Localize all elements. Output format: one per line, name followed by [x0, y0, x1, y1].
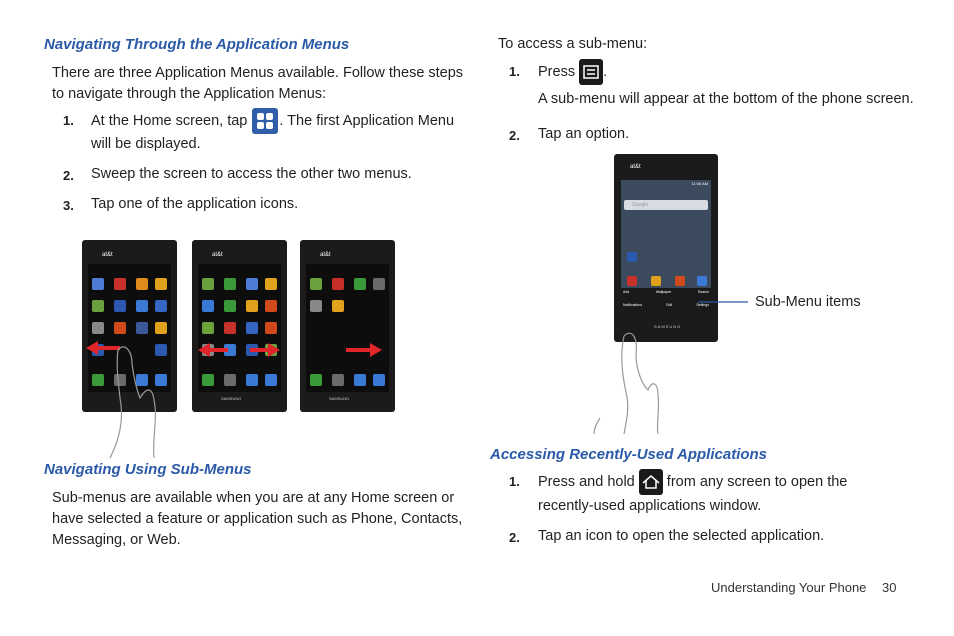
paragraph-line: have selected a feature or application such as Phone, Contacts,	[52, 511, 463, 527]
intro-paragraph	[52, 63, 463, 105]
step-note: A sub-menu will appear at the bottom of the phone screen.	[538, 91, 914, 107]
hand-gesture	[594, 333, 659, 434]
callout-and-hand	[590, 300, 760, 436]
step-text: Tap an icon to open the selected application.	[538, 528, 825, 544]
phone-app-menu-3	[300, 240, 395, 412]
step-text	[538, 59, 607, 85]
carrier-logo: at&t	[102, 252, 113, 258]
app-icon	[675, 276, 685, 286]
app-menus-illustration	[80, 238, 400, 460]
step-text-post: .	[603, 63, 608, 80]
step-number: 2.	[509, 530, 520, 545]
step-number: 1.	[63, 113, 74, 128]
settings-app-icon	[627, 252, 637, 262]
intro-line: to navigate through the Application Menus:	[52, 86, 327, 102]
menu-key-icon	[579, 59, 603, 85]
svg-text:SAMSUNG: SAMSUNG	[329, 396, 350, 401]
step-text-line2: will be displayed.	[91, 136, 201, 152]
section-heading: Navigating Through the Application Menus	[44, 36, 350, 53]
home-key-icon	[639, 469, 663, 495]
carrier-logo: at&t	[630, 164, 641, 170]
submenu-item-settings[interactable]: Settings	[696, 303, 709, 307]
app-icon	[697, 276, 707, 286]
svg-text:at&t: at&t	[320, 252, 331, 258]
step-text: Sweep the screen to access the other two menus.	[91, 166, 412, 182]
step-text: Tap an option.	[538, 126, 630, 142]
google-search-widget: Google	[624, 200, 708, 210]
submenu-item-search[interactable]: Search	[697, 290, 709, 294]
step-text: Tap one of the application icons.	[91, 196, 299, 212]
submenu-row-1	[623, 290, 709, 294]
step-text-post: from any screen to open the	[666, 473, 848, 490]
step-text-pre: Press	[538, 63, 576, 80]
paragraph-line: Sub-menus are available when you are at any Home screen or	[52, 490, 455, 506]
step-text-pre: At the Home screen, tap	[91, 112, 248, 129]
step-number: 1.	[509, 64, 520, 79]
submenu-item-add[interactable]: Add	[623, 290, 630, 294]
page-number: 30	[882, 580, 897, 595]
app-icon	[627, 276, 637, 286]
section-heading: Navigating Using Sub-Menus	[44, 461, 252, 478]
submenu-intro: To access a sub-menu:	[498, 36, 648, 52]
submenu-callout-label: Sub-Menu items	[755, 294, 861, 310]
phone-app-menu-1	[82, 240, 177, 458]
step-text	[91, 108, 454, 134]
svg-text:at&t: at&t	[212, 252, 223, 258]
phone-app-menu-2	[192, 240, 287, 412]
submenu-item-edit[interactable]: Edit	[666, 303, 673, 307]
paragraph-line: Messaging, or Web.	[52, 532, 181, 548]
step-text-pre: Press and hold	[538, 473, 635, 490]
step-number: 3.	[63, 198, 74, 213]
samsung-logo: SAMSUNG	[654, 324, 682, 329]
step-number: 2.	[509, 128, 520, 143]
step-text-line2: recently-used applications window.	[538, 498, 762, 514]
svg-text:SAMSUNG: SAMSUNG	[221, 396, 242, 401]
step-text	[538, 469, 847, 495]
submenu-item-notifications[interactable]: Notifications	[623, 303, 643, 307]
intro-line: There are three Application Menus available. Follow these steps	[52, 65, 464, 81]
phone-screen	[621, 180, 711, 314]
footer-section-title: Understanding Your Phone	[711, 580, 867, 595]
submenu-paragraph	[52, 488, 462, 551]
app-icon	[651, 276, 661, 286]
step-text-post: . The first Application Menu	[279, 112, 455, 129]
section-heading: Accessing Recently-Used Applications	[490, 446, 768, 463]
step-number: 2.	[63, 168, 74, 183]
status-time: 11:06 AM	[691, 181, 708, 186]
step-number: 1.	[509, 474, 520, 489]
apps-grid-icon	[252, 108, 278, 134]
submenu-item-wallpaper[interactable]: Wallpaper	[655, 290, 672, 294]
